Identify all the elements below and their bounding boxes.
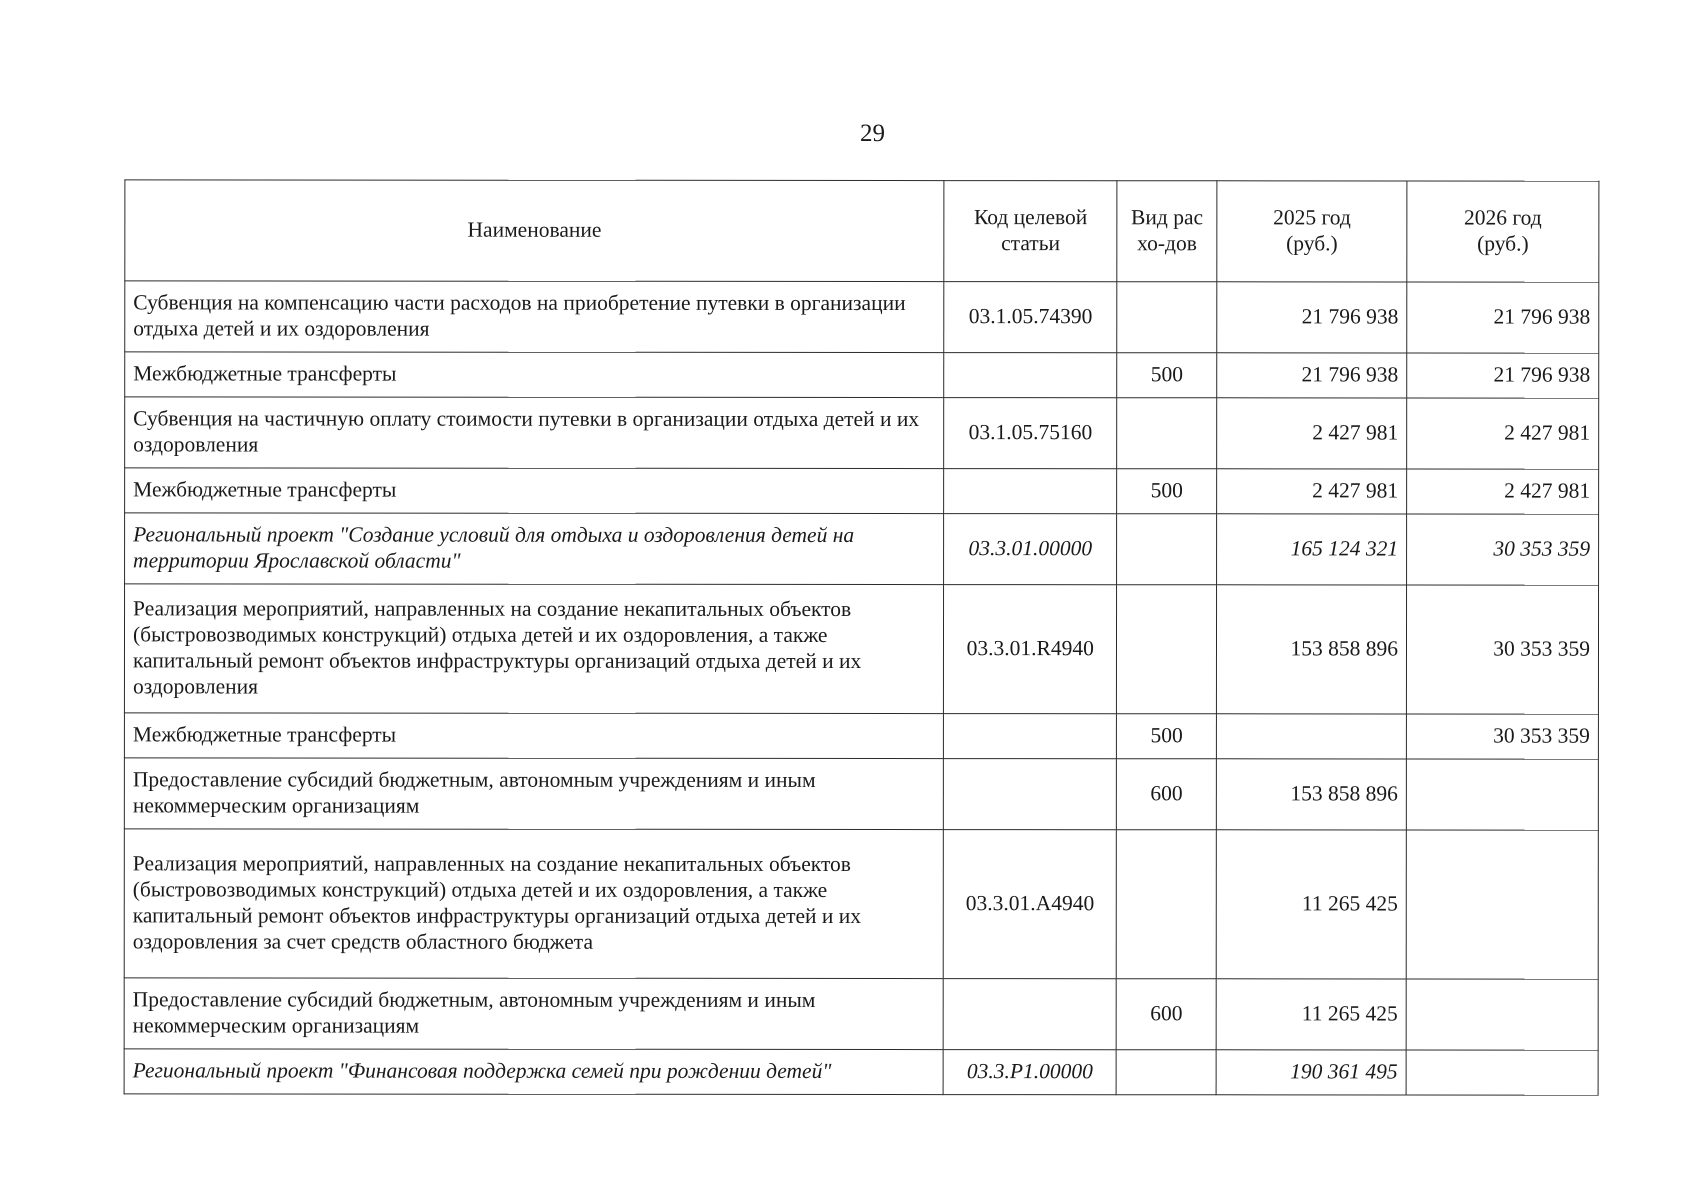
- header-name: Наименование: [125, 180, 944, 282]
- row-2026: 30 353 359: [1407, 514, 1599, 585]
- row-2025: 190 361 495: [1216, 1050, 1406, 1095]
- row-name: Реализация мероприятий, направленных на создание некапитальных объектов (быстровозводимых конструкций) отдыха детей и их оздоровления, а также капитальный ремонт объектов инфраструктуры организаций отдыха детей и их оздоровления за счет средств областного бюджета: [124, 829, 943, 979]
- row-2026: [1406, 759, 1598, 830]
- row-code: [944, 714, 1117, 759]
- row-name: Межбюджетные трансферты: [125, 468, 944, 514]
- row-2026: 30 353 359: [1406, 585, 1598, 714]
- row-2025: 2 427 981: [1217, 398, 1407, 469]
- row-2026: 30 353 359: [1406, 714, 1598, 759]
- row-code: 03.1.05.75160: [944, 398, 1117, 469]
- budget-table: [124, 179, 1600, 1095]
- row-2025: [1217, 714, 1407, 759]
- row-type: [1117, 282, 1217, 353]
- row-code: 03.3.01.00000: [944, 514, 1117, 585]
- table-header-row: [125, 180, 1599, 282]
- table-row: [125, 281, 1599, 353]
- row-2026: 2 427 981: [1407, 398, 1599, 469]
- table-row: [124, 758, 1598, 830]
- table-row: [124, 713, 1598, 759]
- table-row: [124, 978, 1598, 1050]
- row-type: [1117, 398, 1217, 469]
- row-2025: 153 858 896: [1216, 759, 1406, 830]
- row-code: 03.3.01.A4940: [943, 830, 1116, 979]
- header-type: Вид расхо-дов: [1117, 181, 1217, 282]
- row-type: [1117, 514, 1217, 585]
- row-code: 03.3.P1.00000: [943, 1050, 1116, 1095]
- row-name: Межбюджетные трансферты: [124, 713, 943, 759]
- header-2025: 2025 год (руб.): [1217, 181, 1407, 282]
- row-code: 03.1.05.74390: [944, 282, 1117, 353]
- row-type: 600: [1116, 979, 1216, 1050]
- row-2026: [1406, 830, 1598, 979]
- row-code: [943, 979, 1116, 1050]
- page-number: 29: [860, 120, 885, 147]
- row-name: Предоставление субсидий бюджетным, автономным учреждениям и иным некоммерческим организациям: [124, 978, 943, 1050]
- row-2026: 2 427 981: [1407, 469, 1599, 514]
- row-2026: 21 796 938: [1407, 353, 1599, 398]
- row-2025: 21 796 938: [1217, 282, 1407, 353]
- row-name: Межбюджетные трансферты: [125, 352, 944, 398]
- table-row: [125, 468, 1599, 514]
- row-type: 500: [1117, 353, 1217, 398]
- row-type: 500: [1117, 469, 1217, 514]
- row-code: [944, 759, 1117, 830]
- row-2026: [1406, 1050, 1598, 1095]
- row-2025: 153 858 896: [1217, 585, 1407, 714]
- header-2026: 2026 год (руб.): [1407, 181, 1599, 282]
- row-name: Региональный проект "Создание условий для отдыха и оздоровления детей на территории Ярославской области": [125, 513, 944, 585]
- row-2025: 21 796 938: [1217, 353, 1407, 398]
- row-type: 600: [1117, 759, 1217, 830]
- row-2025: 11 265 425: [1216, 830, 1406, 979]
- row-type: [1116, 830, 1216, 979]
- row-2025: 2 427 981: [1217, 469, 1407, 514]
- row-2026: [1406, 979, 1598, 1050]
- row-type: [1116, 1050, 1216, 1095]
- row-code: 03.3.01.R4940: [944, 585, 1117, 714]
- row-2025: 165 124 321: [1217, 514, 1407, 585]
- table-row: [125, 397, 1599, 469]
- row-name: Предоставление субсидий бюджетным, автономным учреждениям и иным некоммерческим организациям: [124, 758, 943, 830]
- table-row: [125, 513, 1599, 585]
- table-row: [124, 829, 1598, 979]
- row-2026: 21 796 938: [1407, 282, 1599, 353]
- row-type: [1117, 585, 1217, 714]
- row-type: 500: [1117, 714, 1217, 759]
- row-code: [944, 469, 1117, 514]
- row-name: Региональный проект "Финансовая поддержка семей при рождении детей": [124, 1049, 943, 1095]
- row-2025: 11 265 425: [1216, 979, 1406, 1050]
- row-name: Субвенция на частичную оплату стоимости путевки в организации отдыха детей и их оздоровления: [125, 397, 944, 469]
- table-row: [124, 1049, 1598, 1095]
- table-row: [125, 352, 1599, 398]
- table-row: [124, 584, 1598, 714]
- row-code: [944, 353, 1117, 398]
- row-name: Субвенция на компенсацию части расходов на приобретение путевки в организации отдыха детей и их оздоровления: [125, 281, 944, 353]
- row-name: Реализация мероприятий, направленных на создание некапитальных объектов (быстровозводимых конструкций) отдыха детей и их оздоровления, а также капитальный ремонт объектов инфраструктуры организаций отдыха детей и их оздоровления: [124, 584, 943, 714]
- header-code: Код целевой статьи: [944, 181, 1117, 282]
